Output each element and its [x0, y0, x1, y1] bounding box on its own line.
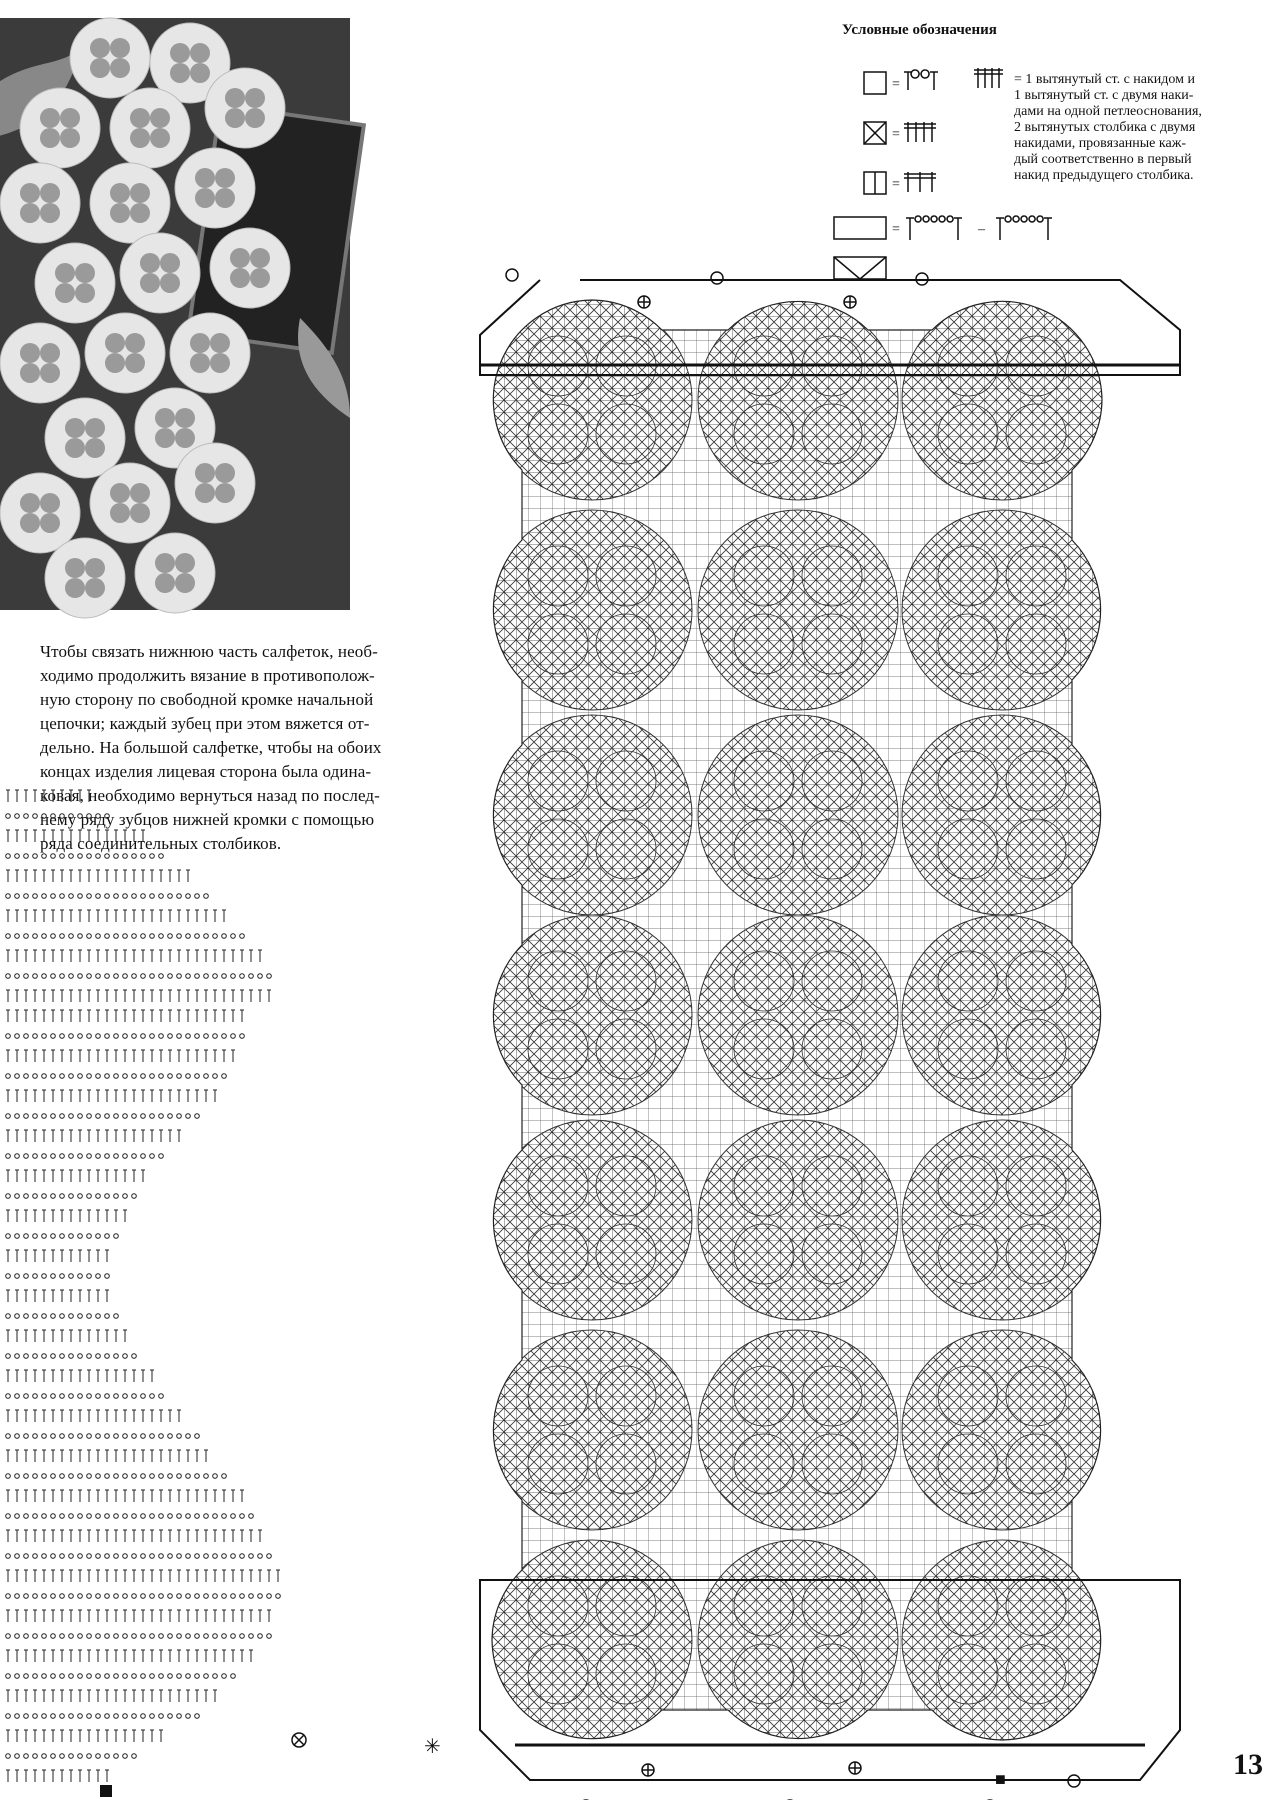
legend-note: [1014, 72, 1269, 184]
doily-photo-art: [0, 18, 350, 610]
intro-line: дельно. На большой салфетке, чтобы на обоих: [40, 738, 382, 757]
legend-empty-cell-icon: [864, 72, 886, 94]
intro-line: ходимо продолжить вязание в противополож-: [40, 666, 375, 685]
intro-line: Чтобы связать нижнюю часть салфеток, необ-: [40, 642, 378, 661]
square-marker-icon: [100, 1785, 112, 1797]
legend-note-line: = 1 вытянутый ст. с накидом и: [1014, 72, 1195, 87]
legend-note-line: 1 вытянутый ст. с двумя наки-: [1014, 88, 1194, 103]
intro-line: ковая, необходимо вернуться назад по послед-: [40, 786, 380, 805]
crossed-circle-marker-icon: [506, 269, 518, 281]
legend-note-line: накид предыдущего столбика.: [1014, 168, 1194, 183]
page-number: 13: [1233, 1748, 1263, 1781]
stitch-charts-left: [0, 780, 320, 1780]
legend-picot-rect-icon: [834, 257, 886, 279]
legend-note-line: 2 вытянутых столбика с двумя: [1014, 120, 1196, 135]
legend-title: Условные обозначения: [842, 22, 997, 38]
doily-photo: [0, 18, 350, 610]
intro-line: нему ряду зубцов нижней кромки с помощью: [40, 810, 375, 829]
square-marker-icon: ■: [995, 1769, 1006, 1789]
legend-note-line: дами на одной петлеоснования,: [1014, 104, 1202, 119]
legend-note-line: накидами, провязанные каж-: [1014, 136, 1187, 151]
intro-line: ную сторону по свободной кромке начальной: [40, 690, 374, 709]
legend-chain-rect-icon: [834, 217, 886, 239]
svg-text:=: =: [892, 222, 900, 237]
star-marker-icon: ✳: [424, 1736, 441, 1758]
svg-text:=: =: [892, 177, 900, 192]
svg-text:=: =: [892, 77, 900, 92]
crossed-circle-marker-icon: [711, 272, 723, 284]
intro-line: ряда соединительных столбиков.: [40, 834, 282, 853]
filet-crochet-chart: [424, 280, 1280, 1790]
intro-line: концах изделия лицевая сторона была одина-: [40, 762, 372, 781]
intro-line: цепочки; каждый зубец при этом вяжется от-: [40, 714, 370, 733]
svg-text:–: –: [978, 222, 985, 237]
legend-note-line: дый соответственно в первый: [1014, 152, 1192, 167]
svg-text:=: =: [892, 127, 900, 142]
